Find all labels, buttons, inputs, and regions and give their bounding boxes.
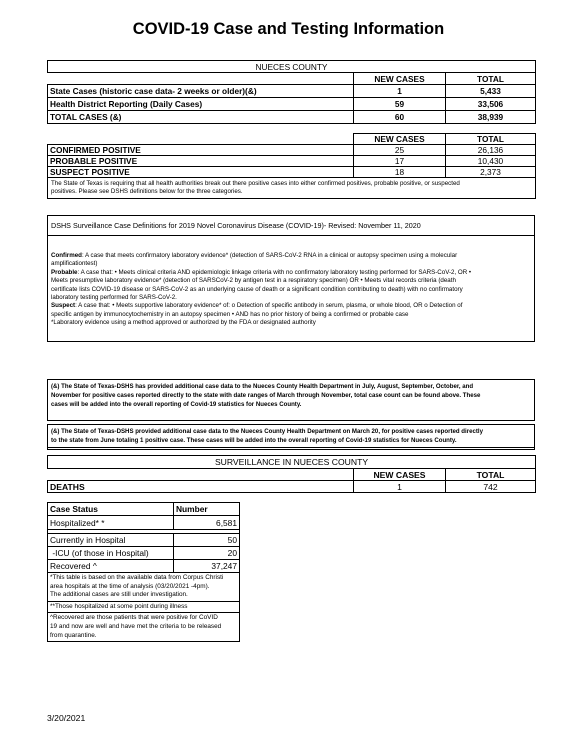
definition-line — [51, 302, 531, 310]
definition-text: Meets presumptive laboratory evidence* (detection of SARSCoV-2 by antigen test in a respiratory specimen) OR • Meets vital records criteria (death — [51, 277, 456, 285]
definition-text: : A case that: • Meets clinical criteria AND epidemiologic linkage criteria with no confirmatory laboratory testing performed for SARS-CoV-2, OR • — [77, 268, 472, 276]
case-classification-table — [47, 133, 536, 199]
row-total: 742 — [446, 481, 536, 493]
col-new-cases: NEW CASES — [354, 469, 446, 481]
classification-note: The State of Texas is requiring that all health authorities break out there positive cases into either confirmed positives, probable positive, or suspected positives. Please see DSHS definitions below for the three categories. — [48, 178, 536, 199]
definition-key: Confirmed — [51, 252, 82, 259]
table-row — [48, 547, 240, 560]
row-new: 1 — [354, 85, 446, 98]
row-total: 33,506 — [446, 98, 536, 111]
table-row — [48, 481, 536, 493]
hospitalized-note: **Those hospitalized at some point during illness — [48, 601, 240, 613]
state-data-note-1: (&) The State of Texas-DSHS has provided additional case data to the Nueces County Health Department in July, August, September, October, and November for positive cases reported directly to the state with date ranges of March through November, total case count can be found above. These cases will be added into the overall reporting of Covid-19 statistics for Nueces County. — [47, 379, 535, 421]
surveillance-table — [47, 455, 536, 493]
row-label: SUSPECT POSITIVE — [48, 167, 354, 178]
recovered-note: ^Recovered are those patients that were positive for CoVID 19 and now are well and have met the criteria to be released from quarantine. — [48, 613, 240, 642]
definition-line — [51, 260, 531, 268]
definitions-header: DSHS Surveillance Case Definitions for 2019 Novel Coronavirus Disease (COVID-19)- Revised: November 11, 2020 — [48, 216, 534, 236]
definition-line — [51, 286, 531, 294]
definition-key: Suspect — [51, 302, 76, 310]
col-new-cases: NEW CASES — [354, 73, 446, 85]
row-total: 10,430 — [446, 156, 536, 167]
note-box-2-spacer — [47, 448, 535, 450]
case-definitions-box — [47, 215, 535, 342]
definition-text: certificate lists COVID-19 disease or SARS-CoV-2 as an underlying cause of death or a significant condition contributing to death) with no confirmatory — [51, 285, 463, 293]
definitions-body — [48, 236, 534, 330]
table-row — [48, 111, 536, 124]
row-label: DEATHS — [48, 481, 354, 493]
definition-text: : A case that meets confirmatory laboratory evidence* (detection of SARS-CoV-2 RNA in a clinical or autopsy specimen using a molecular — [81, 252, 458, 259]
definition-text: specific antigen by immunocytochemistry in an autopsy specimen • AND has no prior history of being a confirmed or probable case — [51, 310, 409, 318]
col-total: TOTAL — [446, 73, 536, 85]
definition-key: Probable — [51, 268, 78, 276]
row-label: TOTAL CASES (&) — [48, 111, 354, 124]
definition-text: amplificationtest) — [51, 260, 98, 268]
row-label: Health District Reporting (Daily Cases) — [48, 98, 354, 111]
col-case-status: Case Status — [48, 503, 174, 516]
status-value: 6,581 — [174, 516, 240, 530]
definition-line — [51, 277, 531, 285]
table-row — [48, 156, 536, 167]
table-row — [48, 98, 536, 111]
table-row — [48, 516, 240, 530]
status-label: -ICU (of those in Hospital) — [48, 547, 174, 560]
status-value: 50 — [174, 534, 240, 547]
surveillance-header: SURVEILLANCE IN NUECES COUNTY — [48, 456, 536, 469]
case-status-table — [47, 502, 240, 642]
status-value: 37,247 — [174, 560, 240, 573]
row-total: 5,433 — [446, 85, 536, 98]
table-row — [48, 534, 240, 547]
col-total: TOTAL — [446, 469, 536, 481]
table-row — [48, 145, 536, 156]
row-label: PROBABLE POSITIVE — [48, 156, 354, 167]
row-total: 26,136 — [446, 145, 536, 156]
footer-date: 3/20/2021 — [47, 713, 86, 723]
row-new: 59 — [354, 98, 446, 111]
row-new: 60 — [354, 111, 446, 124]
status-value: 20 — [174, 547, 240, 560]
status-label: Hospitalized* * — [48, 516, 174, 530]
status-label: Currently in Hospital — [48, 534, 174, 547]
hospital-data-note: *This table is based on the available data from Corpus Christi area hospitals at the time of analysis (03/20/2021 -4pm). The additional cases are still under investigation. — [48, 573, 240, 602]
table-row — [48, 560, 240, 573]
definition-text: laboratory testing performed for SARS-CoV-2. — [51, 294, 177, 302]
table-row — [48, 85, 536, 98]
definition-line — [51, 311, 531, 319]
row-label: CONFIRMED POSITIVE — [48, 145, 354, 156]
col-new-cases: NEW CASES — [354, 134, 446, 145]
definition-line — [51, 269, 531, 277]
row-new: 17 — [354, 156, 446, 167]
row-total: 38,939 — [446, 111, 536, 124]
row-new: 18 — [354, 167, 446, 178]
definition-text: *Laboratory evidence using a method approved or authorized by the FDA or designated authority — [51, 319, 316, 327]
nueces-county-table — [47, 60, 536, 124]
definition-line — [51, 294, 531, 302]
definition-line — [51, 319, 531, 327]
row-total: 2,373 — [446, 167, 536, 178]
nueces-header: NUECES COUNTY — [48, 61, 536, 73]
row-new: 1 — [354, 481, 446, 493]
col-total: TOTAL — [446, 134, 536, 145]
status-label: Recovered ^ — [48, 560, 174, 573]
definition-text: : A case that: • Meets supportive laboratory evidence* of: o Detection of specific antibody in serum, plasma, or whole blood, OR o Detection of — [75, 302, 463, 310]
table-row — [48, 167, 536, 178]
row-new: 25 — [354, 145, 446, 156]
page-title: COVID-19 Case and Testing Information — [132, 20, 445, 38]
definition-line — [51, 252, 531, 260]
state-data-note-2: (&) The State of Texas-DSHS provided additional case data to the Nueces County Health Department on March 20, for positive cases reported directly to the state from June totaling 1 positive case. These cases will be added into the overall reporting of Covid-19 statistics for Nueces County. — [47, 424, 535, 448]
col-number: Number — [174, 503, 240, 516]
row-label: State Cases (historic case data- 2 weeks or older)(&) — [48, 85, 354, 98]
